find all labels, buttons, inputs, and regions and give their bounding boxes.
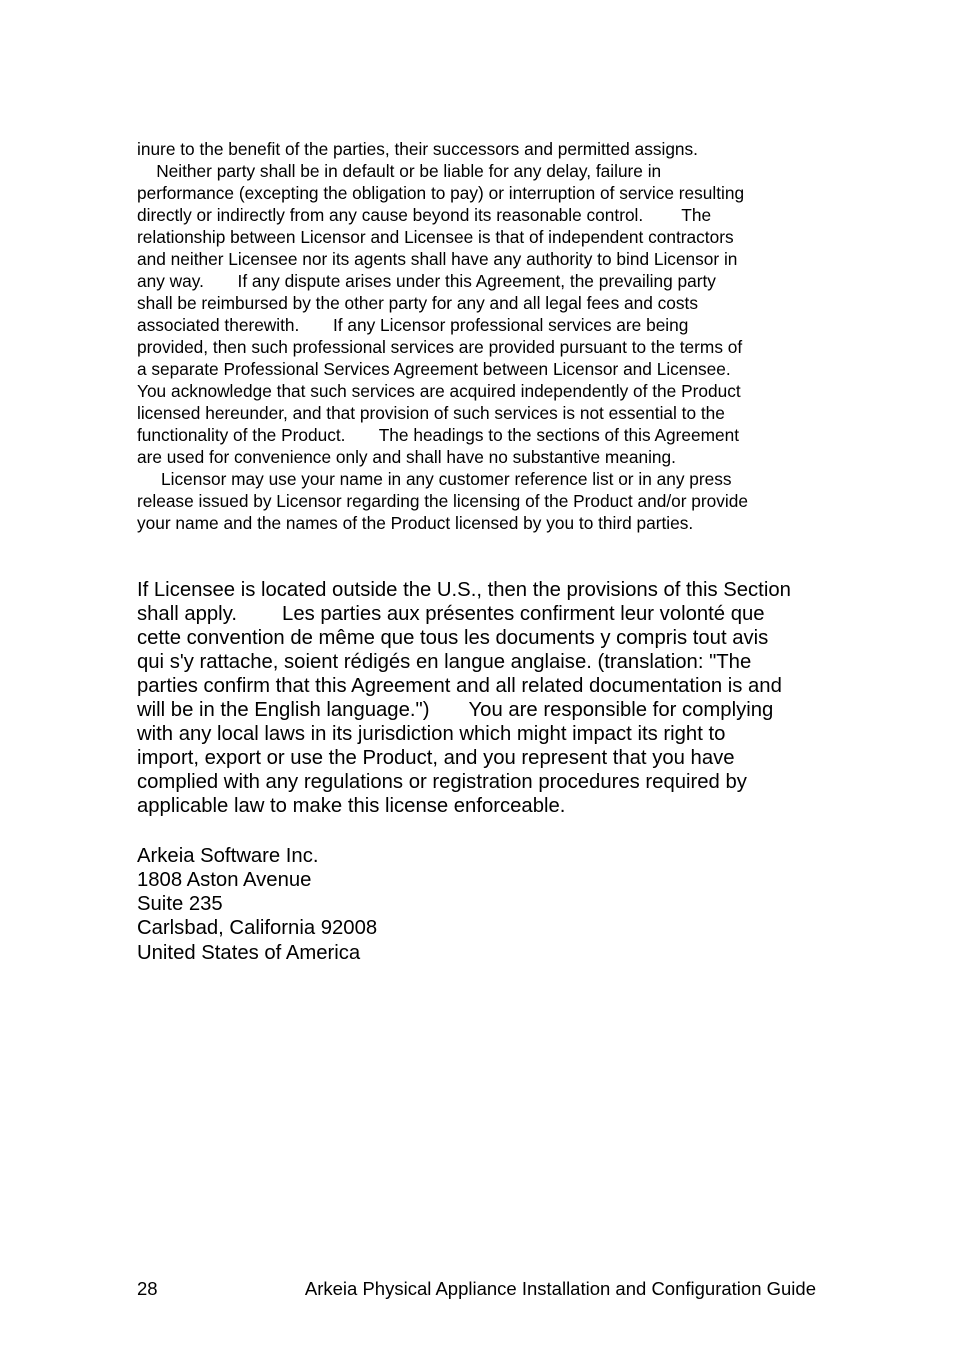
text-line: inure to the benefit of the parties, their successors and permitted assigns.	[137, 139, 698, 159]
text-line: provided, then such professional services are provided pursuant to the terms of	[137, 337, 743, 357]
text-line: qui s'y rattache, soient rédigés en langue anglaise. (translation: "The	[137, 651, 752, 673]
text-line: with any local laws in its jurisdiction which might impact its right to	[137, 723, 726, 745]
text-line: parties confirm that this Agreement and all related documentation is and	[137, 675, 782, 697]
text-line: relationship between Licensor and Licensee is that of independent contractors	[137, 227, 734, 247]
text-line: licensed hereunder, and that provision of such services is not essential to the	[137, 403, 725, 423]
text-line: shall apply. Les parties aux présentes confirment leur volonté que	[137, 603, 765, 625]
text-line: You acknowledge that such services are acquired independently of the Product	[137, 381, 741, 401]
page-number: 28	[137, 1278, 158, 1299]
text-line: functionality of the Product. The headings to the sections of this Agreement	[137, 425, 739, 445]
text-line: import, export or use the Product, and you represent that you have	[137, 747, 735, 769]
text-line: directly or indirectly from any cause beyond its reasonable control. The	[137, 205, 712, 225]
text-line: Neither party shall be in default or be liable for any delay, failure in	[137, 161, 662, 181]
text-line: and neither Licensee nor its agents shall have any authority to bind Licensor in	[137, 249, 738, 269]
text-line: complied with any regulations or registration procedures required by	[137, 771, 747, 793]
text-line: any way. If any dispute arises under this Agreement, the prevailing party	[137, 271, 716, 291]
text-line: Licensor may use your name in any customer reference list or in any press	[137, 469, 732, 489]
text-line: applicable law to make this license enforceable.	[137, 795, 566, 817]
address-line: United States of America	[137, 942, 361, 964]
address-line: Arkeia Software Inc.	[137, 845, 319, 867]
text-line: shall be reimbursed by the other party for any and all legal fees and costs	[137, 293, 698, 313]
address-line: Suite 235	[137, 893, 223, 915]
footer-guide-title: Arkeia Physical Appliance Installation and Configuration Guide	[304, 1278, 816, 1299]
address-line: Carlsbad, California 92008	[137, 917, 378, 939]
text-line: a separate Professional Services Agreement between Licensor and Licensee.	[137, 359, 731, 379]
text-line: are used for convenience only and shall have no substantive meaning.	[137, 447, 676, 467]
text-line: will be in the English language.") You are responsible for complying	[137, 699, 774, 721]
address-line: 1808 Aston Avenue	[137, 869, 312, 891]
text-line: cette convention de même que tous les documents y compris tout avis	[137, 627, 769, 649]
text-line: If Licensee is located outside the U.S., then the provisions of this Section	[137, 579, 791, 601]
text-line: release issued by Licensor regarding the licensing of the Product and/or provide	[137, 491, 748, 511]
text-line: performance (excepting the obligation to pay) or interruption of service resulting	[137, 183, 745, 203]
text-line: associated therewith. If any Licensor professional services are being	[137, 315, 689, 335]
text-line: your name and the names of the Product licensed by you to third parties.	[137, 513, 694, 533]
